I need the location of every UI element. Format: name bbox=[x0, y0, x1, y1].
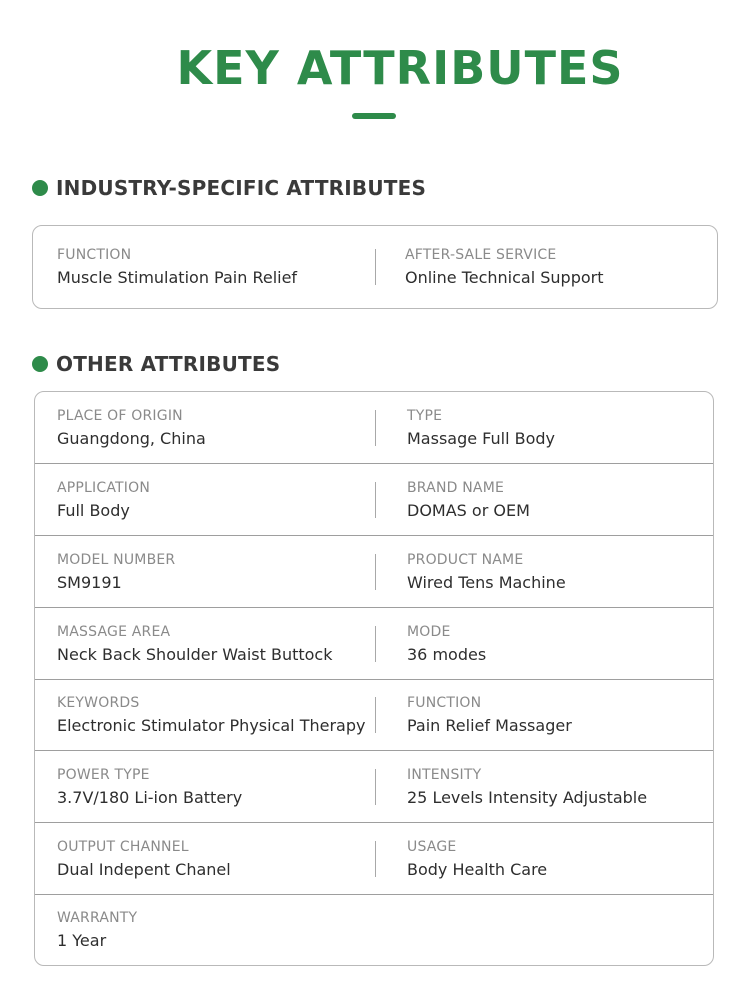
attribute-value: Wired Tens Machine bbox=[407, 572, 566, 592]
attribute-value: 1 Year bbox=[57, 931, 107, 950]
attribute-cell bbox=[57, 479, 150, 521]
bullet-dot-icon bbox=[32, 180, 48, 196]
attribute-label: APPLICATION bbox=[57, 479, 151, 496]
attribute-cell bbox=[57, 623, 332, 665]
attribute-value: Dual Indepent Chanel bbox=[57, 859, 231, 879]
attribute-cell bbox=[407, 623, 486, 665]
other-section-heading bbox=[32, 352, 280, 376]
attribute-label: FUNCTION bbox=[57, 247, 132, 263]
attribute-label: USAGE bbox=[407, 838, 457, 855]
attribute-cell bbox=[57, 551, 175, 593]
attribute-label: MODEL NUMBER bbox=[57, 551, 176, 568]
attribute-cell bbox=[407, 551, 566, 593]
attribute-row bbox=[33, 226, 717, 308]
industry-attributes-card bbox=[32, 225, 718, 309]
attribute-label: KEYWORDS bbox=[57, 695, 140, 711]
attribute-value: 25 Levels Intensity Adjustable bbox=[407, 787, 648, 807]
column-divider bbox=[375, 626, 376, 662]
attribute-value: Electronic Stimulator Physical Therapy bbox=[57, 716, 366, 735]
attribute-value: Full Body bbox=[57, 500, 130, 520]
attribute-label: AFTER-SALE SERVICE bbox=[405, 247, 557, 263]
column-divider bbox=[375, 410, 376, 446]
attribute-cell bbox=[57, 838, 231, 880]
attribute-label: OUTPUT CHANNEL bbox=[57, 838, 189, 855]
attribute-row bbox=[35, 464, 713, 536]
attribute-row bbox=[35, 680, 713, 751]
attribute-value: Neck Back Shoulder Waist Buttock bbox=[57, 644, 333, 664]
attribute-cell bbox=[407, 407, 555, 449]
attribute-value: Pain Relief Massager bbox=[407, 716, 572, 735]
attribute-value: SM9191 bbox=[57, 572, 122, 592]
attribute-value: Guangdong, China bbox=[57, 428, 206, 448]
attribute-label: FUNCTION bbox=[407, 695, 482, 711]
attribute-label: MODE bbox=[407, 623, 451, 640]
attribute-value: Massage Full Body bbox=[407, 428, 556, 448]
attribute-label: BRAND NAME bbox=[407, 479, 505, 496]
attribute-label: INTENSITY bbox=[407, 766, 482, 783]
column-divider bbox=[375, 249, 376, 285]
attribute-value: DOMAS or OEM bbox=[407, 500, 530, 520]
column-divider bbox=[375, 482, 376, 518]
attribute-row bbox=[35, 392, 713, 464]
attribute-value: Online Technical Support bbox=[405, 268, 604, 287]
attribute-value: 3.7V/180 Li-ion Battery bbox=[57, 787, 243, 807]
attribute-cell bbox=[57, 694, 365, 736]
other-attributes-table bbox=[34, 391, 714, 966]
attribute-row bbox=[35, 751, 713, 823]
other-section-title: OTHER ATTRIBUTES bbox=[56, 352, 281, 376]
bullet-dot-icon bbox=[32, 356, 48, 372]
attribute-cell bbox=[407, 838, 547, 880]
attribute-label: PRODUCT NAME bbox=[407, 551, 524, 568]
column-divider bbox=[375, 841, 376, 877]
industry-section-heading bbox=[32, 176, 426, 200]
attribute-cell bbox=[57, 766, 242, 808]
attribute-row bbox=[35, 536, 713, 608]
attribute-cell bbox=[57, 407, 206, 449]
column-divider bbox=[375, 769, 376, 805]
title-underline bbox=[352, 113, 396, 119]
attribute-cell bbox=[407, 694, 572, 736]
attribute-row bbox=[35, 823, 713, 895]
attribute-label: WARRANTY bbox=[57, 910, 138, 926]
column-divider bbox=[375, 697, 376, 733]
attribute-cell bbox=[57, 909, 137, 951]
attribute-cell bbox=[407, 766, 647, 808]
attribute-label: POWER TYPE bbox=[57, 766, 150, 783]
attribute-cell bbox=[57, 246, 297, 288]
attribute-value: Body Health Care bbox=[407, 859, 548, 879]
column-divider bbox=[375, 554, 376, 590]
attribute-label: MASSAGE AREA bbox=[57, 623, 171, 640]
attribute-row bbox=[35, 608, 713, 680]
attribute-cell bbox=[407, 479, 530, 521]
attribute-value: 36 modes bbox=[407, 644, 487, 664]
attribute-value: Muscle Stimulation Pain Relief bbox=[57, 268, 298, 287]
attribute-row bbox=[35, 895, 713, 965]
attribute-cell bbox=[405, 246, 604, 288]
attribute-label: TYPE bbox=[407, 407, 443, 424]
attribute-label: PLACE OF ORIGIN bbox=[57, 407, 183, 424]
industry-section-title: INDUSTRY-SPECIFIC ATTRIBUTES bbox=[56, 176, 427, 200]
page-title: KEY ATTRIBUTES bbox=[176, 41, 624, 95]
